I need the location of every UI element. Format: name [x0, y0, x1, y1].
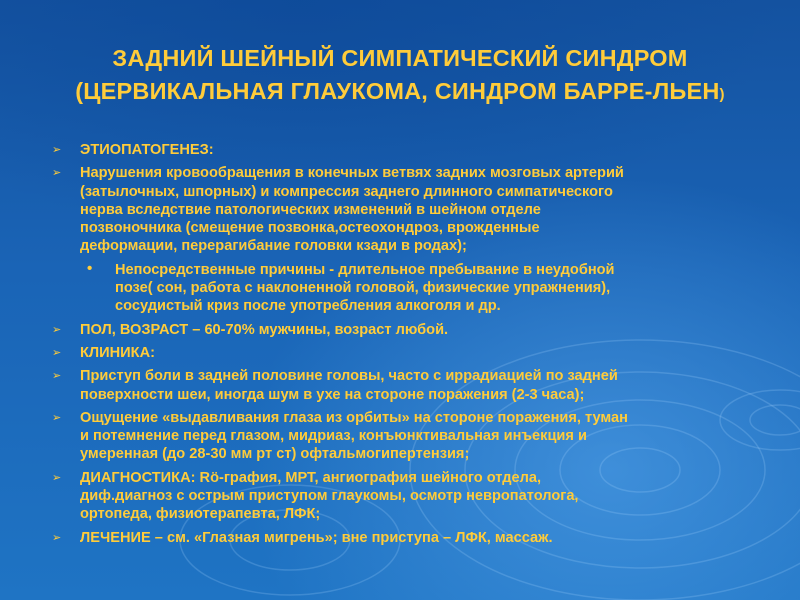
list-item-clinic	[52, 344, 792, 362]
list-item-etiopathogenesis	[52, 141, 792, 159]
arrow-bullet-icon: ➢	[52, 370, 62, 383]
list-item-line: Приступ боли в задней половине головы, часто с иррадиацией по задней	[80, 368, 618, 385]
list-item-line: деформации, перерагибание головки кзади в родах);	[80, 238, 467, 255]
arrow-bullet-icon: ➢	[52, 411, 62, 424]
bullet-list	[52, 141, 792, 552]
list-item-line: поверхности шеи, иногда шум в ухе на стороне поражения (2-3 часа);	[80, 386, 585, 403]
list-item-line: (затылочных, шпорных) и компрессия заднего длинного симпатического	[80, 183, 613, 200]
list-item-line: ортопеда, физиотерапевта, ЛФК;	[80, 506, 321, 523]
arrow-bullet-icon: ➢	[52, 167, 62, 180]
list-item-line: КЛИНИКА:	[80, 344, 155, 361]
arrow-bullet-icon: ➢	[52, 323, 62, 336]
title-line-2	[20, 75, 780, 111]
list-item-line: ЛЕЧЕНИЕ – см. «Глазная мигрень»; вне приступа – ЛФК, массаж.	[80, 529, 553, 546]
list-item-line: Непосредственные причины - длительное пребывание в неудобной	[115, 261, 615, 278]
list-item-line: нерва вследствие патологических изменений в шейном отделе	[80, 201, 541, 218]
list-item-eye-symptoms	[52, 409, 792, 464]
list-item-line: позвоночника (смещение позвонка,остеохондроз, врожденные	[80, 220, 540, 237]
list-item-treatment	[52, 529, 792, 547]
arrow-bullet-icon: ➢	[52, 531, 62, 544]
title-line-2-main: (ЦЕРВИКАЛЬНАЯ ГЛАУКОМА, СИНДРОМ БАРРЕ-ЛЬЕН	[75, 78, 720, 104]
list-item-line: ДИАГНОСТИКА: Rö-графия, МРТ, ангиография шейного отдела,	[80, 469, 542, 486]
dot-bullet-icon: •	[87, 259, 93, 277]
list-item-line: и потемнение перед глазом, мидриаз, конъюнктивальная инъекция и	[80, 428, 587, 445]
list-item-pain-attack	[52, 367, 792, 404]
list-item-line: ПОЛ, ВОЗРАСТ – 60-70% мужчины, возраст любой.	[80, 321, 449, 338]
list-item-line: сосудистый криз после употребления алкоголя и др.	[115, 298, 501, 315]
list-item-line: ЭТИОПАТОГЕНЕЗ:	[80, 142, 214, 158]
arrow-bullet-icon: ➢	[52, 144, 62, 156]
slide-title	[20, 42, 780, 111]
list-item-diagnostics	[52, 469, 792, 524]
list-item-circulation	[52, 164, 792, 255]
list-subitem-causes	[87, 261, 792, 316]
list-item-sex-age	[52, 321, 792, 339]
arrow-bullet-icon: ➢	[52, 346, 62, 359]
list-item-line: умеренная (до 28-30 мм рт ст) офтальмогипертензия;	[80, 446, 470, 463]
list-item-line: диф.диагноз с острым приступом глаукомы, осмотр невропатолога,	[80, 488, 579, 505]
list-item-line: Ощущение «выдавливания глаза из орбиты» на стороне поражения, туман	[80, 409, 628, 426]
arrow-bullet-icon: ➢	[52, 471, 62, 484]
title-line-1: ЗАДНИЙ ШЕЙНЫЙ СИМПАТИЧЕСКИЙ СИНДРОМ	[112, 45, 688, 71]
title-line-2-paren: )	[719, 86, 725, 103]
list-item-line: позе( сон, работа с наклоненной головой, физические упражнения),	[115, 280, 611, 297]
list-item-line: Нарушения кровообращения в конечных ветвях задних мозговых артерий	[80, 165, 624, 182]
